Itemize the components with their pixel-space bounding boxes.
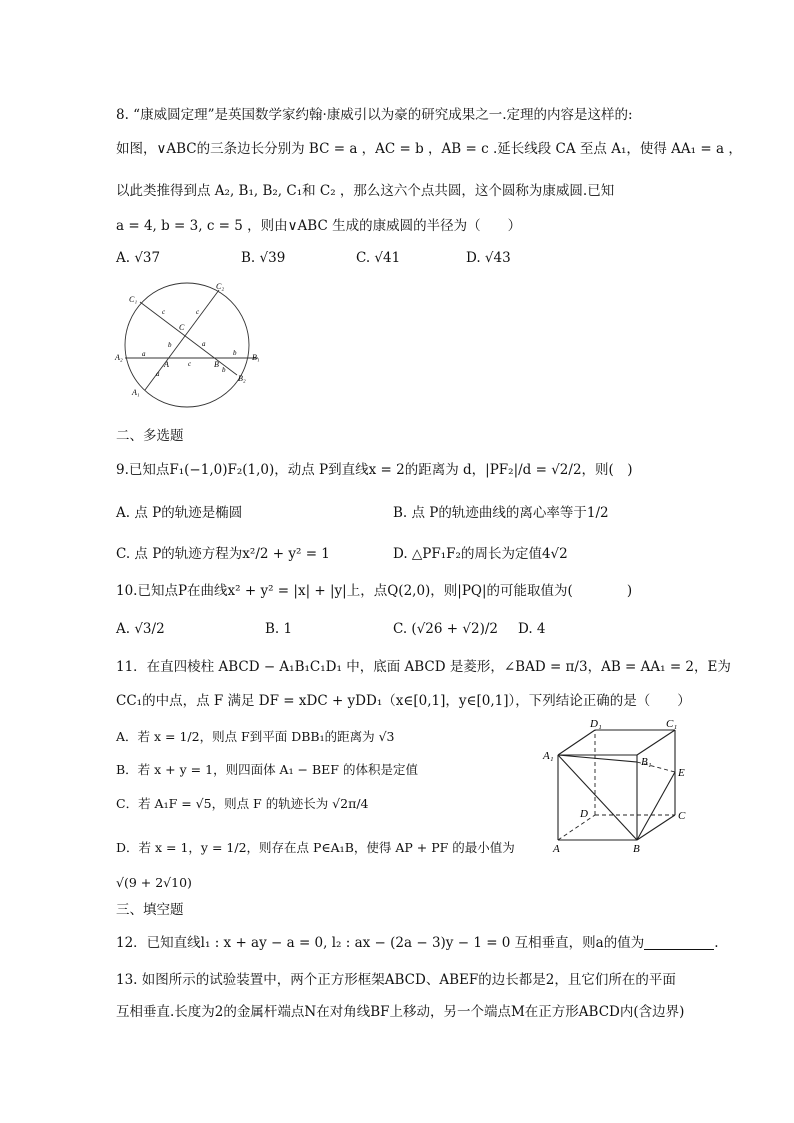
q10-stem: 10.已知点P在曲线x² + y² = |x| + |y|上，点Q(2,0)，则|PQ|的可能取值为( ): [116, 583, 633, 599]
q8-option-a: A. √37: [116, 250, 161, 266]
edge-c-3: c: [188, 360, 192, 368]
section-title-fill-in: 三、填空题: [116, 902, 184, 918]
q11-line2: CC₁的中点，点 F 满足 DF = xDC + yDD₁（x∈[0,1]，y∈[0,1]），下列结论正确的是（ ）: [116, 693, 691, 709]
label-a: A: [553, 843, 560, 855]
q11-option-b: B．若 x + y = 1，则四面体 A₁ − BEF 的体积是定值: [116, 762, 418, 777]
q10-option-b: B. 1: [265, 621, 293, 637]
edge-a1-e-upper: [558, 755, 637, 762]
edge-b-2: b: [233, 349, 237, 357]
q10-option-d: D. 4: [518, 621, 546, 637]
q12-text: 12．已知直线l₁ : x + ay − a = 0, l₂ : ax − (2a − 3)y − 1 = 0 互相垂直，则a的值为: [116, 935, 645, 951]
label-e: E: [678, 767, 685, 779]
label-b1: B₁: [252, 353, 260, 362]
q11-option-d: D．若 x = 1，y = 1/2，则存在点 P∈A₁B，使得 AP + PF 的最小值为: [116, 840, 515, 855]
conway-circle-figure: [112, 280, 272, 412]
q8-option-d: D. √43: [466, 250, 511, 266]
q8-option-c: C. √41: [356, 250, 401, 266]
label-c: C: [678, 810, 686, 822]
label-d: D: [580, 808, 588, 820]
conway-circle: [125, 283, 249, 407]
q8-line3: 以此类推得到点 A₂, B₁, B₂, C₁和 C₂ ，那么这六个点共圆，这个圆称为康威圆.已知: [116, 183, 615, 199]
q12-end: .: [714, 935, 719, 951]
edge-b-e: [637, 772, 675, 840]
q10-option-c: C. (√26 + √2)/2: [393, 621, 498, 637]
q9-option-b: B. 点 P的轨迹曲线的离心率等于1/2: [393, 505, 609, 521]
q12-stem: [116, 935, 719, 951]
q13-line2: 互相垂直.长度为2的金属杆端点N在对角线BF上移动，另一个端点M在正方形ABCD内(含边界): [116, 1004, 685, 1020]
edge-b-1: b: [168, 341, 172, 349]
q11-line1: 11．在直四棱柱 ABCD − A₁B₁C₁D₁ 中，底面 ABCD 是菱形，∠BAD = π/3，AB = AA₁ = 2，E为: [116, 659, 731, 675]
prism-figure: [540, 715, 700, 855]
q9-option-c: C. 点 P的轨迹方程为x²/2 + y² = 1: [116, 546, 330, 562]
label-a1: A₁: [543, 750, 554, 762]
q12-answer-blank[interactable]: [644, 935, 714, 950]
q9-option-a: A. 点 P的轨迹是椭圆: [116, 505, 243, 521]
edge-a-1: a: [202, 340, 206, 348]
edge-a1-b: [558, 755, 637, 840]
q11-option-c: C．若 A₁F = √5，则点 F 的轨迹长为 √2π/4: [116, 796, 369, 811]
edge-c-2: c: [196, 308, 200, 316]
edge-b-c: [637, 815, 675, 840]
q9-option-d: D. △PF₁F₂的周长为定值4√2: [393, 546, 568, 562]
q10-option-a: A. √3/2: [116, 621, 165, 637]
q8-line2: 如图，∨ABC的三条边长分别为 BC = a ，AC = b ，AB = c .延长线段 CA 至点 A₁，使得 AA₁ = a ，: [116, 141, 742, 157]
label-c1: C₁: [666, 718, 678, 730]
section-title-multiple-choice: 二、多选题: [116, 428, 184, 444]
label-a: A: [164, 360, 169, 369]
label-a2: A₂: [115, 353, 123, 362]
label-c: C: [179, 323, 185, 332]
edge-a-3: a: [156, 370, 160, 378]
edge-b-3: b: [222, 366, 226, 374]
q11-option-d-value: √(9 + 2√10): [116, 875, 192, 890]
q11-option-a: A．若 x = 1/2，则点 F到平面 DBB₁的距离为 √3: [116, 729, 395, 744]
edge-a-2: a: [142, 350, 146, 358]
edge-a1-d1: [558, 730, 595, 755]
label-b: B: [214, 360, 219, 369]
label-b: B: [633, 843, 640, 855]
q8-option-b: B. √39: [241, 250, 286, 266]
label-b2: B₂: [238, 374, 246, 383]
label-c2: C₂: [216, 282, 225, 291]
label-c1: C₁: [129, 295, 138, 304]
label-d1: D₁: [590, 718, 602, 730]
label-b1: B₁: [641, 756, 652, 768]
q8-line1: 8. “康威圆定理”是英国数学家约翰·康威引以为豪的研究成果之一.定理的内容是这样的:: [116, 107, 633, 123]
q8-line4: a = 4, b = 3, c = 5 ，则由∨ABC 生成的康威圆的半径为（ ）: [116, 218, 522, 234]
label-a1: A₁: [132, 388, 140, 397]
q13-line1: 13. 如图所示的试验装置中，两个正方形框架ABCD、ABEF的边长都是2，且它们所在的平面: [116, 972, 676, 988]
edge-c-1: c: [162, 308, 166, 316]
edge-b1-c1: [637, 730, 675, 755]
hidden-edge-a-d: [558, 815, 595, 840]
q9-stem: 9.已知点F₁(−1,0)F₂(1,0)，动点 P到直线x = 2的距离为 d，|PF₂|/d = √2/2，则( ): [116, 462, 633, 478]
